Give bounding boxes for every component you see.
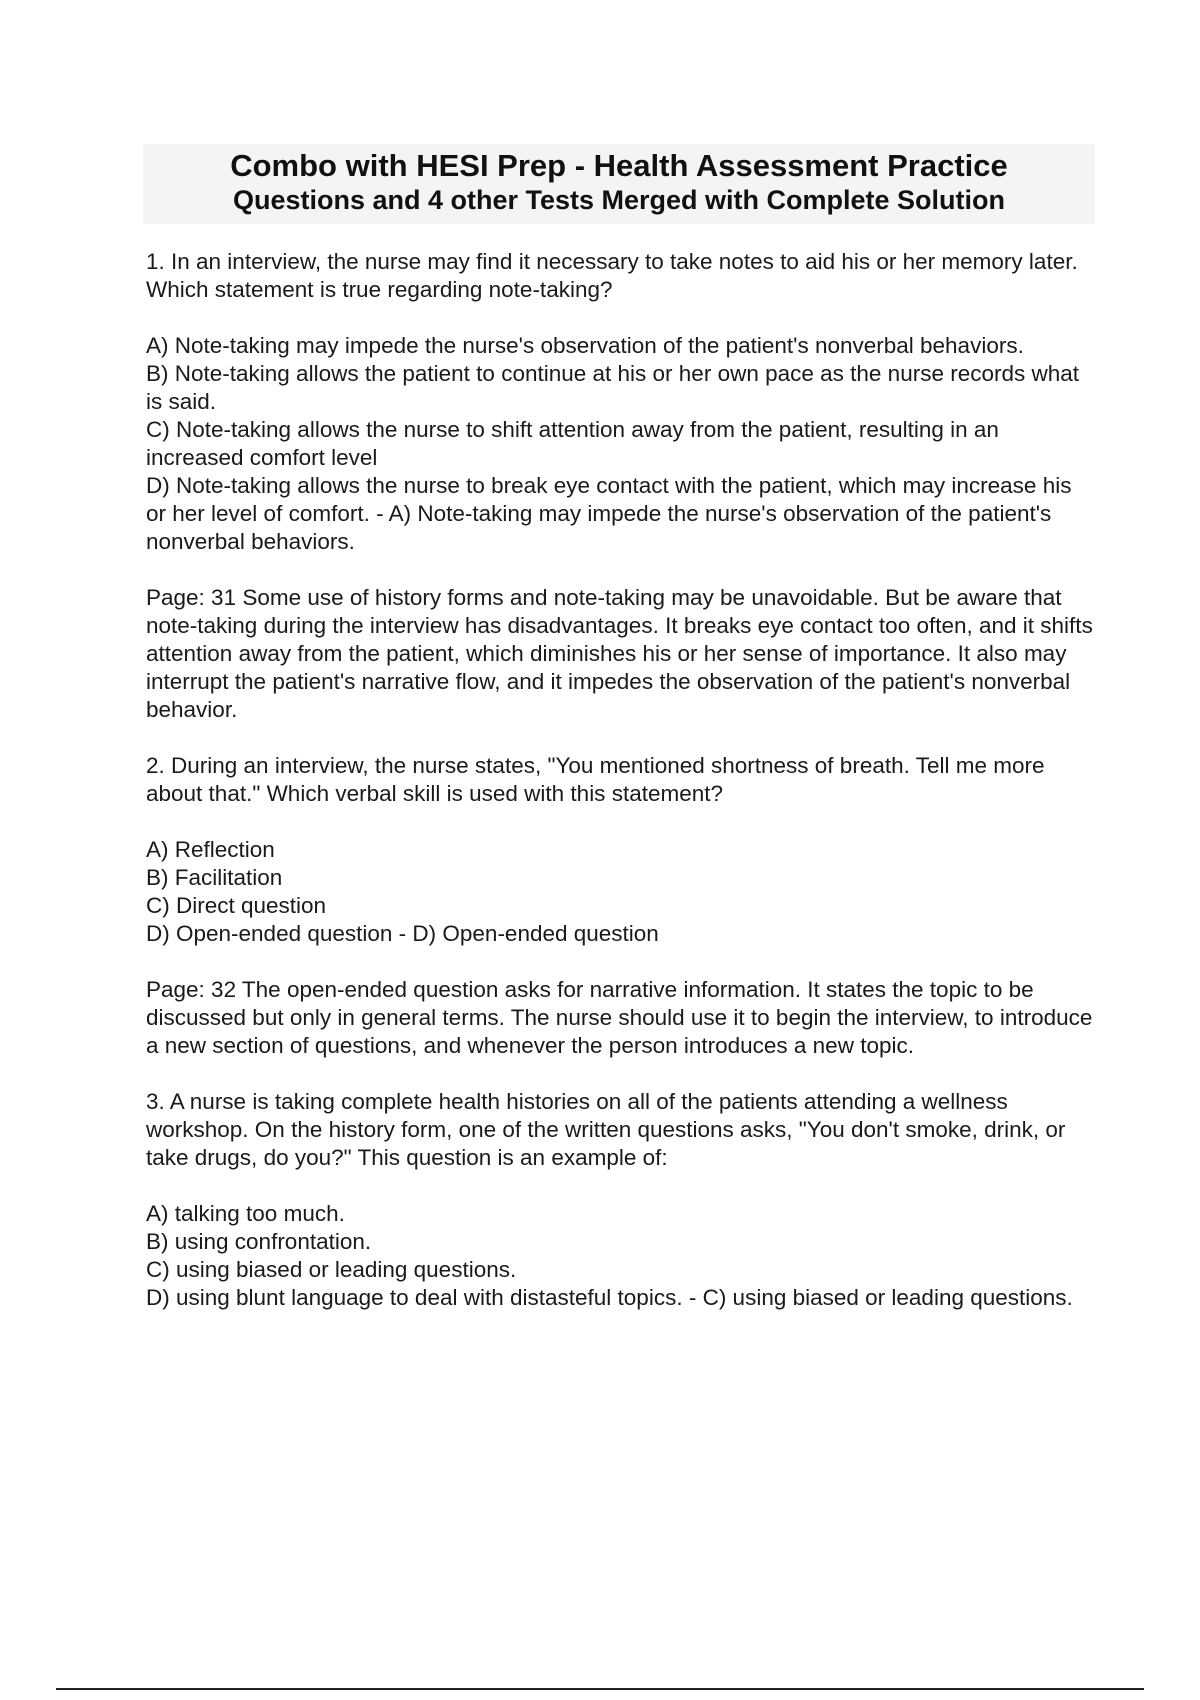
question-3-options — [146, 1200, 1096, 1312]
question-2-option-b: B) Facilitation — [146, 865, 283, 890]
question-1-option-d: D) Note-taking allows the nurse to break eye contact with the patient, which may increase his or her level of comfort. - A) Note-taking may impede the nurse's observation of the patient's nonverbal behaviors. — [146, 473, 1072, 554]
question-3-option-b: B) using confrontation. — [146, 1229, 372, 1254]
question-3-stem: 3. A nurse is taking complete health histories on all of the patients attending a wellness workshop. On the history form, one of the written questions asks, "You don't smoke, drink, or take drugs, do you?" This question is an example of: — [146, 1089, 1066, 1170]
document-body — [146, 248, 1096, 1340]
question-2-option-c: C) Direct question — [146, 893, 327, 918]
question-1-explanation: Page: 31 Some use of history forms and note-taking may be unavoidable. But be aware that note-taking during the interview has disadvantages. It breaks eye contact too often, and it shifts attention away from the patient, which diminishes his or her sense of importance. It also may interrupt the patient's narrative flow, and it impedes the observation of the patient's nonverbal behavior. — [146, 585, 1093, 722]
question-2-option-a: A) Reflection — [146, 837, 275, 862]
document-title-line-1: Combo with HESI Prep - Health Assessment Practice — [230, 148, 1008, 183]
question-1-stem: 1. In an interview, the nurse may find it necessary to take notes to aid his or her memory later. Which statement is true regarding note-taking? — [146, 249, 1078, 302]
question-1-options — [146, 332, 1096, 556]
question-1-option-c: C) Note-taking allows the nurse to shift attention away from the patient, resulting in an increased comfort level — [146, 417, 999, 470]
question-3-option-c: C) using biased or leading questions. — [146, 1257, 517, 1282]
question-2-option-d: D) Open-ended question - D) Open-ended question — [146, 921, 659, 946]
question-1-option-b: B) Note-taking allows the patient to continue at his or her own pace as the nurse records what is said. — [146, 361, 1080, 414]
question-3-option-d: D) using blunt language to deal with distasteful topics. - C) using biased or leading questions. — [146, 1285, 1073, 1310]
document-title-block — [143, 144, 1095, 224]
question-2-stem: 2. During an interview, the nurse states, "You mentioned shortness of breath. Tell me more about that." Which verbal skill is used with this statement? — [146, 753, 1045, 806]
question-3-option-a: A) talking too much. — [146, 1201, 345, 1226]
footer-divider — [56, 1688, 1144, 1690]
question-1-option-a: A) Note-taking may impede the nurse's observation of the patient's nonverbal behaviors. — [146, 333, 1024, 358]
document-title-line-2: Questions and 4 other Tests Merged with Complete Solution — [232, 185, 1006, 215]
question-2-explanation: Page: 32 The open-ended question asks for narrative information. It states the topic to be discussed but only in general terms. The nurse should use it to begin the interview, to introduce a new section of questions, and whenever the person introduces a new topic. — [146, 977, 1093, 1058]
question-2-options — [146, 836, 1096, 948]
